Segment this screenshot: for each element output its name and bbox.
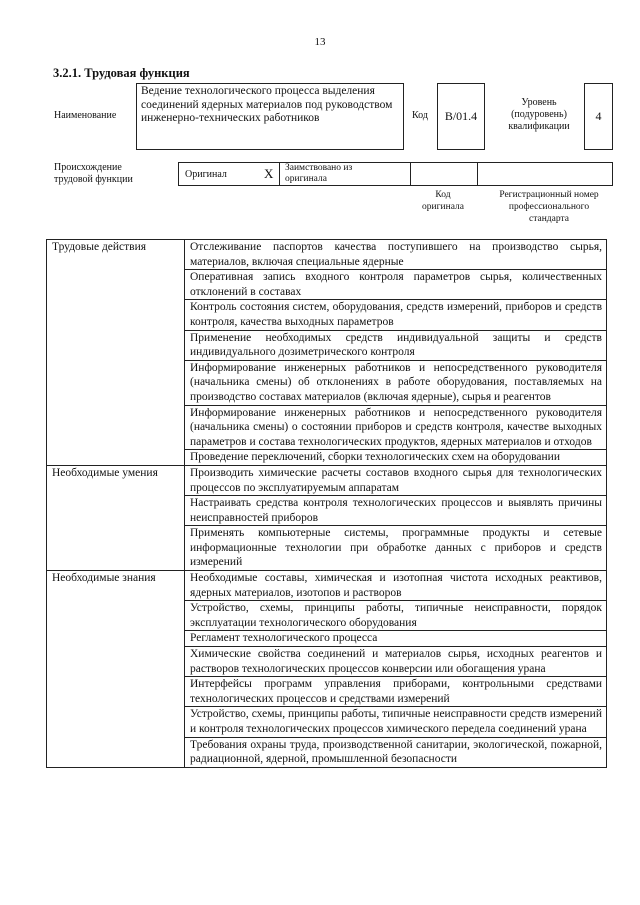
group-title: Необходимые умения xyxy=(47,465,185,570)
origin-reg-cell xyxy=(478,163,612,185)
level-label-line-2: (подуровень) xyxy=(511,109,567,120)
level-label-line-3: квалификации xyxy=(508,121,570,132)
group-item: Производить химические расчеты составов входного сырья для технологических процессов по эксплуатируемым аппаратам xyxy=(185,465,607,495)
group-item: Устройство, схемы, принципы работы, типичные неисправности средств измерений и контроля технологических процессов химического передела соединений урана xyxy=(185,707,607,737)
origin-code-caption xyxy=(408,189,478,213)
origin-label-line-2: трудовой функции xyxy=(54,174,133,185)
origin-code-cell xyxy=(411,163,478,185)
functions-table xyxy=(46,239,607,768)
level-label xyxy=(498,97,580,133)
origin-original-cell xyxy=(179,163,280,185)
table-row xyxy=(47,465,607,495)
code-label: Код xyxy=(412,110,428,121)
borrowed-label xyxy=(285,163,352,185)
level-value: 4 xyxy=(584,83,613,150)
origin-reg-caption-line-1: Регистрационный номер xyxy=(499,190,599,200)
group-item: Регламент технологического процесса xyxy=(185,631,607,647)
group-item: Интерфейсы программ управления приборами, контрольными средствами технологических процессов и средствами измерений xyxy=(185,677,607,707)
origin-label-line-1: Происхождение xyxy=(54,162,122,173)
group-item: Требования охраны труда, производственной санитарии, экологической, пожарной, радиационной, ядерной, промышленной безопасности xyxy=(185,737,607,767)
group-item: Применять компьютерные системы, программные продукты и сетевые информационные технологии при обработке данных с приборов и средств измерений xyxy=(185,526,607,571)
borrowed-label-line-1: Заимствовано из xyxy=(285,163,353,173)
group-item: Информирование инженерных работников и непосредственного руководителя (начальника смены) об отклонениях в работе оборудования, поставляемых на производство составах материалов (включая ядерные), сырья и реагентов xyxy=(185,360,607,405)
origin-reg-caption-line-3: стандарта xyxy=(529,214,569,224)
group-item: Химические свойства соединений и материалов сырья, исходных реагентов и растворов технологических процессов конверсии или обогащения урана xyxy=(185,647,607,677)
origin-reg-caption xyxy=(482,189,616,225)
name-value: Ведение технологического процесса выделения соединений ядерных материалов под руководством инженерно-технических работников xyxy=(136,83,404,150)
level-label-line-1: Уровень xyxy=(521,97,557,108)
borrowed-label-line-2: оригинала xyxy=(285,174,327,184)
group-item: Настраивать средства контроля технологических процессов и выявлять причины неисправностей приборов xyxy=(185,496,607,526)
table-row xyxy=(47,571,607,601)
group-title: Трудовые действия xyxy=(47,240,185,466)
group-item: Оперативная запись входного контроля параметров сырья, количественных отклонений в составах xyxy=(185,270,607,300)
group-item: Информирование инженерных работников и непосредственного руководителя (начальника смены) о состоянии приборов и средств контроля, качестве выходных параметров и состава технологических продуктов, ядерных материалов и отходов xyxy=(185,405,607,450)
origin-label xyxy=(54,162,133,186)
origin-borrowed-cell xyxy=(280,163,411,185)
group-title: Необходимые знания xyxy=(47,571,185,768)
page-number: 13 xyxy=(314,36,326,48)
table-row xyxy=(47,240,607,270)
original-label: Оригинал xyxy=(185,169,227,180)
group-item: Применение необходимых средств индивидуальной защиты и средств индивидуального дозиметрического контроля xyxy=(185,330,607,360)
origin-code-caption-line-1: Код xyxy=(435,190,451,200)
original-mark: X xyxy=(264,166,274,181)
code-value: В/01.4 xyxy=(437,83,485,150)
functions-table-body xyxy=(47,240,607,768)
origin-table xyxy=(178,162,613,186)
group-item: Необходимые составы, химическая и изотопная чистота исходных реактивов, ядерных материалов, изотопов и растворов xyxy=(185,571,607,601)
group-item: Проведение переключений, сборки технологических схем на оборудовании xyxy=(185,450,607,466)
origin-code-caption-line-2: оригинала xyxy=(422,202,464,212)
group-item: Отслеживание паспортов качества поступившего на производство сырья, материалов, включая специальные ядерные xyxy=(185,240,607,270)
origin-reg-caption-line-2: профессионального xyxy=(508,202,590,212)
section-title: 3.2.1. Трудовая функция xyxy=(53,66,190,80)
name-label: Наименование xyxy=(54,110,117,121)
group-item: Устройство, схемы, принципы работы, типичные неисправности, порядок эксплуатации технологического оборудования xyxy=(185,601,607,631)
group-item: Контроль состояния систем, оборудования, средств измерений, приборов и средств контроля, качества выходных параметров xyxy=(185,300,607,330)
